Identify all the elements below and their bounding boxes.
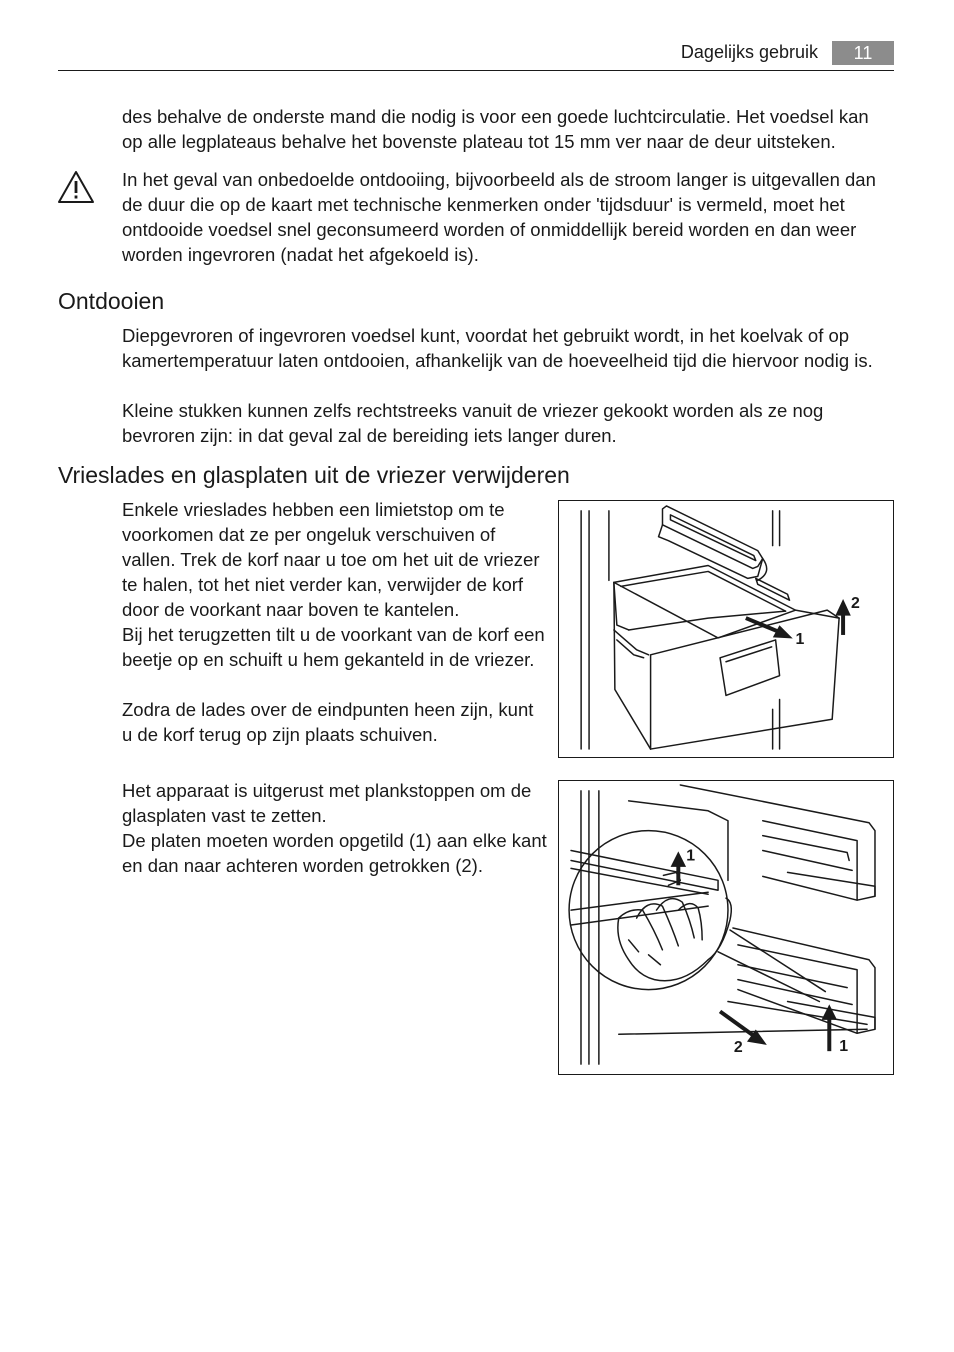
remove-paragraph-1: Enkele vrieslades hebben een limietstop om te voorkomen dat ze per ongeluk verschuiven of vallen. Trek de korf naar u toe om het uit de vriezer te halen, tot het niet verder kan, verwijder de korf door de voorkant naar boven te kantelen.	[122, 499, 540, 620]
drawer-label-2: 2	[851, 595, 860, 613]
remove-paragraph-2: Bij het terugzetten tilt u de voorkant van de korf een beetje op en schuift u hem gekanteld in de vriezer.	[122, 624, 545, 670]
remove-paragraph-3: Zodra de lades over de eindpunten heen zijn, kunt u de korf terug op zijn plaats schuiven.	[122, 699, 534, 745]
warning-paragraph: In het geval van onbedoelde ontdooiing, bijvoorbeeld als de stroom langer is uitgevallen dan de duur die op de kaart met technische kenmerken onder 'tijdsduur' is vermeld, moet het ontdooide voedsel snel geconsumeerd worden of onmiddellijk bereid worden en dan weer worden ingevroren (nadat het afgekoeld is).	[122, 169, 876, 265]
shelf-label-1-bottom: 1	[839, 1038, 849, 1056]
shelf-label-2: 2	[733, 1039, 743, 1057]
running-header-title: Dagelijks gebruik	[680, 42, 818, 62]
thaw-paragraph-2: Kleine stukken kunnen zelfs rechtstreeks vanuit de vriezer gekookt worden als ze nog bevroren zijn: in dat geval zal de bereiding iets langer duren.	[122, 400, 824, 446]
page-number: 11	[832, 41, 894, 65]
thaw-paragraph-1: Diepgevroren of ingevroren voedsel kunt, voordat het gebruikt wordt, in het koelvak of op kamertemperatuur laten ontdooien, afhankelijk van de hoeveelheid tijd die hiervoor nodig is.	[122, 325, 873, 371]
shelf-label-1-top: 1	[686, 847, 696, 865]
intro-paragraph: des behalve de onderste mand die nodig is voor een goede luchtcirculatie. Het voedsel kan op alle legplateaus behalve het bovenste plateau tot 15 mm ver naar de deur uitsteken.	[122, 106, 869, 152]
shelf-paragraph-1: Het apparaat is uitgerust met plankstoppen om de glasplaten vast te zetten.	[122, 780, 532, 826]
drawer-illustration	[558, 500, 894, 758]
drawer-drawing	[559, 501, 893, 757]
drawer-label-1: 1	[795, 630, 805, 648]
section-heading-thaw: Ontdooien	[58, 288, 165, 314]
warning-icon	[57, 170, 95, 204]
shelf-paragraph-2: De platen moeten worden opgetild (1) aan elke kant en dan naar achteren worden getrokken (2).	[122, 830, 547, 876]
shelf-drawing	[559, 781, 893, 1074]
header-rule	[58, 70, 894, 71]
shelf-illustration	[558, 780, 894, 1075]
section-heading-remove: Vrieslades en glasplaten uit de vriezer verwijderen	[58, 462, 570, 488]
